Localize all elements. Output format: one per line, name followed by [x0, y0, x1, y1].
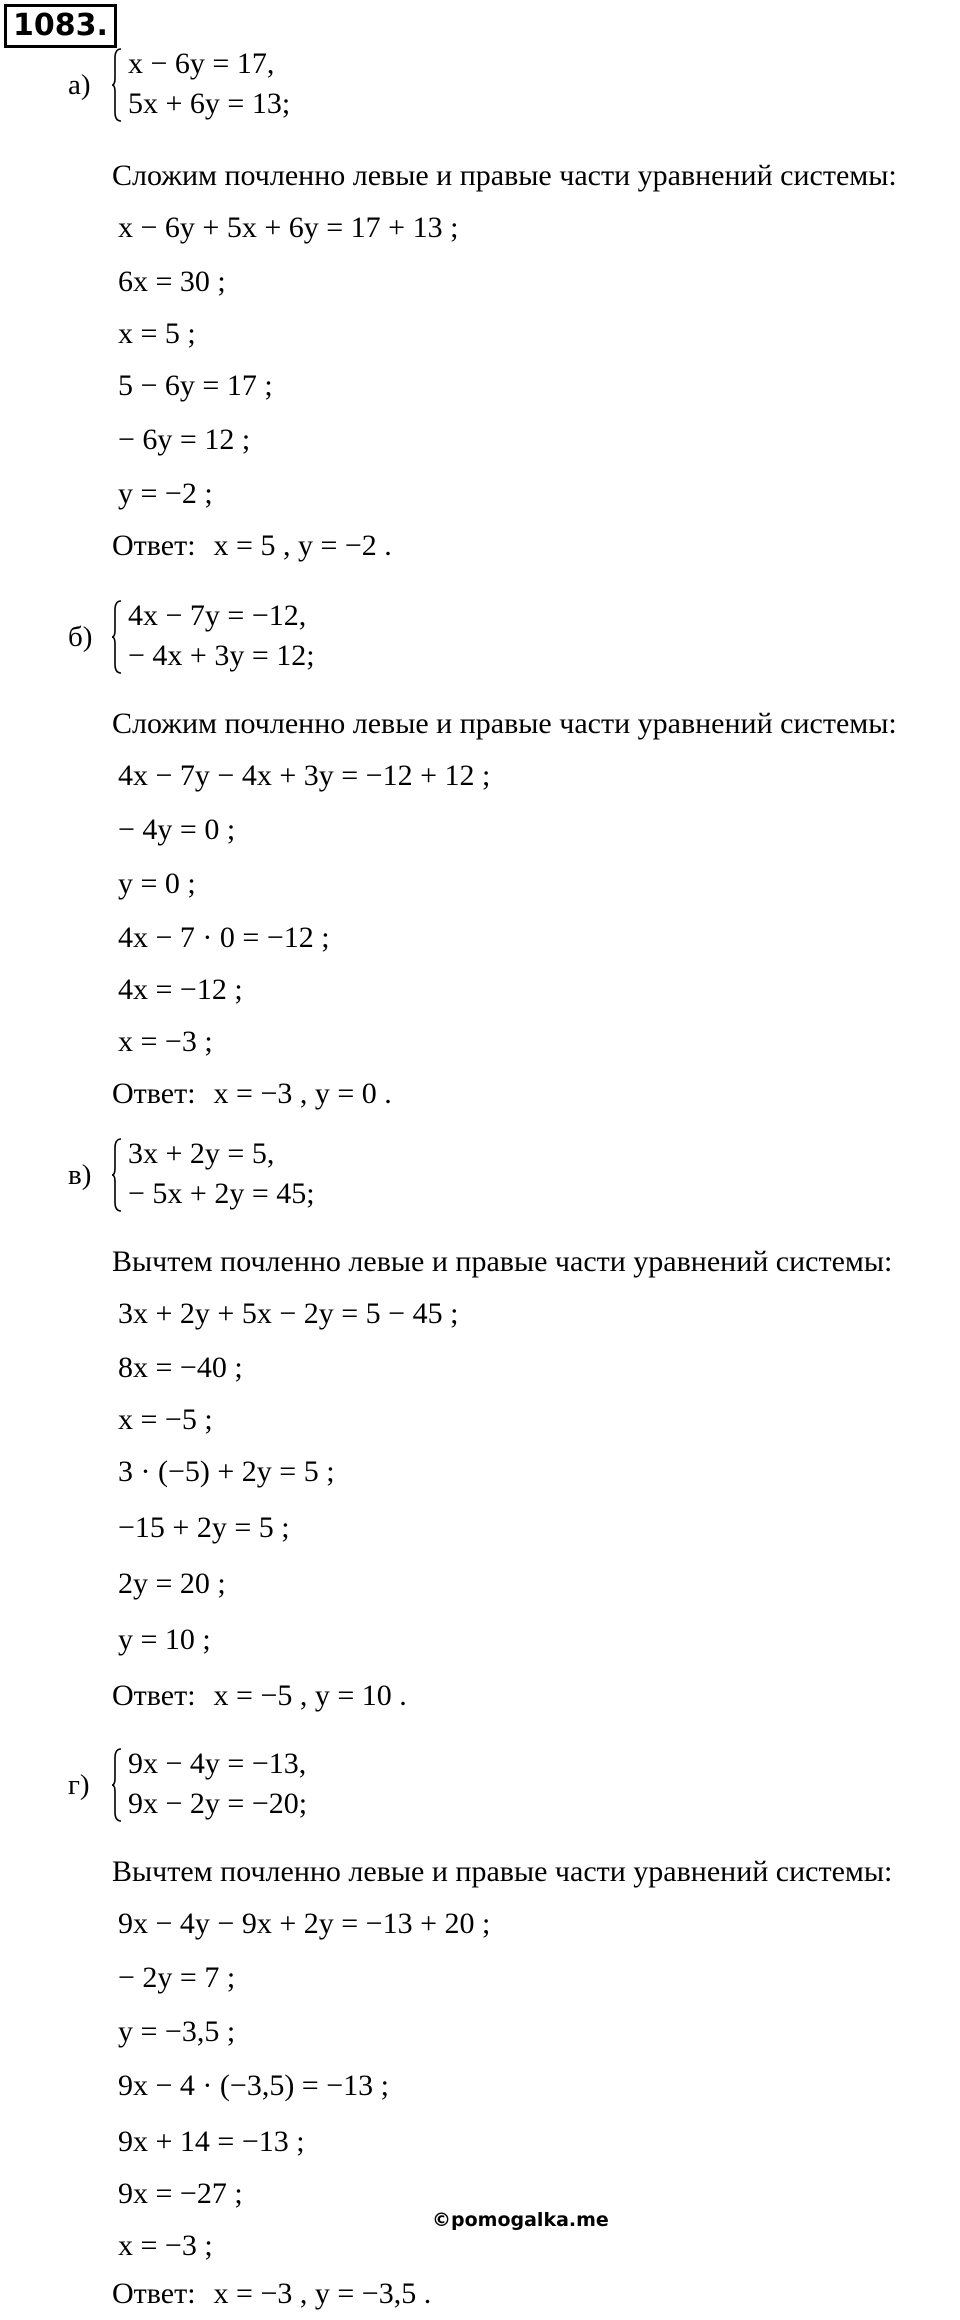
- system-equation-2: − 4x + 3y = 12;: [128, 639, 315, 672]
- brace-icon: [112, 600, 122, 674]
- system-equation-2: 5x + 6y = 13;: [128, 87, 291, 120]
- step: 4x = −12 ;: [118, 973, 243, 1006]
- part-label: а): [68, 69, 91, 101]
- method-text: Сложим почленно левые и правые части уравнений системы:: [112, 707, 897, 740]
- part-label: в): [68, 1159, 92, 1191]
- answer-line: [112, 2276, 431, 2312]
- step: x = 5 ;: [118, 317, 196, 350]
- step: 4x − 7y − 4x + 3y = −12 + 12 ;: [118, 759, 491, 792]
- step: y = 0 ;: [118, 867, 196, 900]
- step: x = −3 ;: [118, 2229, 213, 2262]
- step: 2y = 20 ;: [118, 1567, 226, 1600]
- step: 9x = −27 ;: [118, 2177, 243, 2210]
- problem-number: 1083.: [4, 4, 117, 48]
- step: 3x + 2y + 5x − 2y = 5 − 45 ;: [118, 1297, 459, 1330]
- step: −15 + 2y = 5 ;: [118, 1511, 290, 1544]
- step: 9x + 14 = −13 ;: [118, 2125, 305, 2158]
- answer-value: x = −3 , y = −3,5 .: [213, 2277, 432, 2310]
- step: y = 10 ;: [118, 1623, 211, 1656]
- system-equation-1: x − 6y = 17,: [128, 47, 275, 80]
- step: 8x = −40 ;: [118, 1351, 243, 1384]
- method-text: Вычтем почленно левые и правые части уравнений системы:: [112, 1245, 893, 1278]
- answer-line: [112, 1076, 392, 1112]
- brace-icon: [112, 1748, 122, 1822]
- system-equation-1: 9x − 4y = −13,: [128, 1747, 307, 1780]
- step: 6x = 30 ;: [118, 265, 226, 298]
- part-label: б): [68, 621, 93, 653]
- system-equation-1: 4x − 7y = −12,: [128, 599, 307, 632]
- system-equation-2: 9x − 2y = −20;: [128, 1787, 308, 1820]
- method-text: Вычтем почленно левые и правые части уравнений системы:: [112, 1855, 893, 1888]
- answer-line: [112, 528, 392, 564]
- step: x = −5 ;: [118, 1403, 213, 1436]
- step: x = −3 ;: [118, 1025, 213, 1058]
- step: − 4y = 0 ;: [118, 813, 236, 846]
- brace-icon: [112, 1138, 122, 1212]
- brace-icon: [112, 48, 122, 122]
- site-watermark: ©pomogalka.me: [432, 2209, 609, 2231]
- answer-label: Ответ:: [112, 1077, 196, 1110]
- step: 4x − 7 · 0 = −12 ;: [118, 921, 330, 954]
- step: 5 − 6y = 17 ;: [118, 369, 273, 402]
- answer-value: x = −3 , y = 0 .: [213, 1077, 392, 1110]
- step: 9x − 4y − 9x + 2y = −13 + 20 ;: [118, 1907, 491, 1940]
- step: − 6y = 12 ;: [118, 423, 251, 456]
- answer-value: x = −5 , y = 10 .: [213, 1679, 407, 1712]
- step: − 2y = 7 ;: [118, 1961, 236, 1994]
- step: y = −3,5 ;: [118, 2015, 236, 2048]
- system-equation-1: 3x + 2y = 5,: [128, 1137, 275, 1170]
- method-text: Сложим почленно левые и правые части уравнений системы:: [112, 159, 897, 192]
- answer-label: Ответ:: [112, 2277, 196, 2310]
- answer-label: Ответ:: [112, 529, 196, 562]
- answer-value: x = 5 , y = −2 .: [213, 529, 392, 562]
- step: y = −2 ;: [118, 477, 213, 510]
- answer-label: Ответ:: [112, 1679, 196, 1712]
- part-label: г): [68, 1769, 90, 1801]
- step: x − 6y + 5x + 6y = 17 + 13 ;: [118, 211, 459, 244]
- system-equation-2: − 5x + 2y = 45;: [128, 1177, 315, 1210]
- step: 3 · (−5) + 2y = 5 ;: [118, 1455, 335, 1488]
- answer-line: [112, 1678, 407, 1714]
- step: 9x − 4 · (−3,5) = −13 ;: [118, 2069, 389, 2102]
